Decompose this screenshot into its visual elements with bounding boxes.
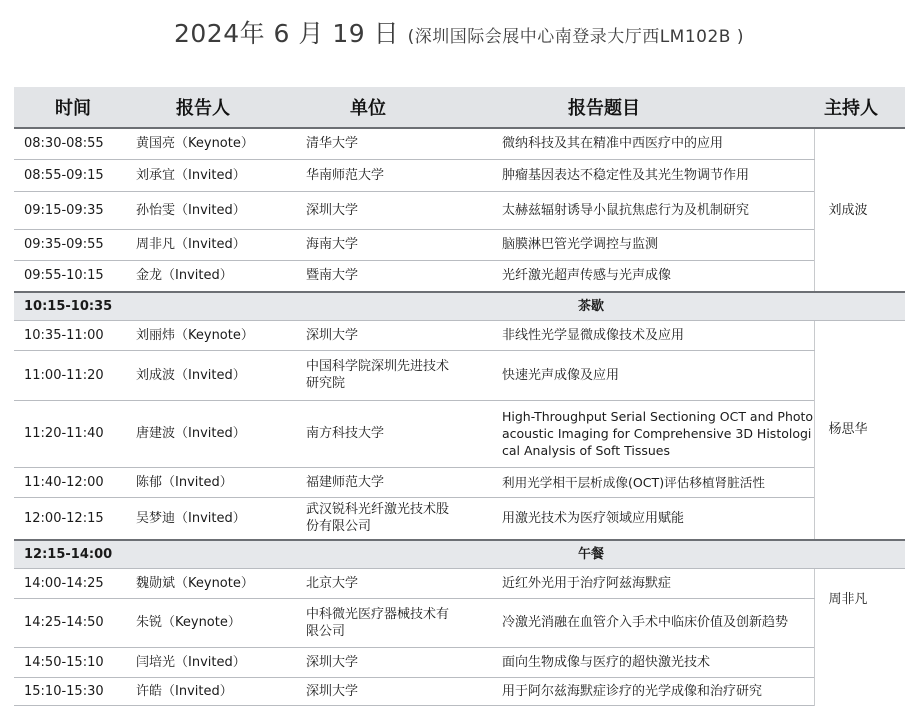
row-speaker: 黄国亮（Keynote）: [132, 128, 304, 159]
row-time: 09:35-09:55: [14, 229, 132, 260]
table-row: [14, 191, 905, 229]
event-date: 2024年 6 月 19 日: [173, 19, 400, 48]
column-header-time: 时间: [14, 87, 132, 128]
table-header-row: [14, 87, 905, 128]
row-topic: 脑膜淋巴管光学调控与监测: [500, 229, 814, 260]
table-row: [14, 497, 905, 540]
row-time: 09:15-09:35: [14, 191, 132, 229]
row-time: 11:40-12:00: [14, 467, 132, 497]
row-speaker: 刘承宜（Invited）: [132, 159, 304, 191]
row-topic: 用激光技术为医疗领域应用赋能: [500, 497, 814, 540]
row-topic: 微纳科技及其在精准中西医疗中的应用: [500, 128, 814, 159]
column-header-speaker: 报告人: [132, 87, 304, 128]
row-topic: 面向生物成像与医疗的超快激光技术: [500, 647, 814, 677]
row-unit: 武汉锐科光纤激光技术股份有限公司: [304, 497, 500, 540]
row-topic: 利用光学相干层析成像(OCT)评估移植肾脏活性: [500, 467, 814, 497]
row-topic: 光纤激光超声传感与光声成像: [500, 260, 814, 292]
row-speaker: 陈郁（Invited）: [132, 467, 304, 497]
break-label: 午餐: [132, 540, 905, 568]
table-row: [14, 320, 905, 350]
row-time: 14:00-14:25: [14, 568, 132, 598]
row-unit: 清华大学: [304, 128, 500, 159]
table-row: [14, 647, 905, 677]
row-unit: 福建师范大学: [304, 467, 500, 497]
table-row: [14, 568, 905, 598]
row-topic: 肿瘤基因表达不稳定性及其光生物调节作用: [500, 159, 814, 191]
row-unit: 暨南大学: [304, 260, 500, 292]
table-row: [14, 128, 905, 159]
row-time: 08:30-08:55: [14, 128, 132, 159]
break-row: [14, 292, 905, 320]
row-speaker: 刘成波（Invited）: [132, 350, 304, 400]
column-header-host: 主持人: [814, 87, 905, 128]
table-row: [14, 159, 905, 191]
row-speaker: 魏勋斌（Keynote）: [132, 568, 304, 598]
row-unit: 深圳大学: [304, 320, 500, 350]
row-unit: 华南师范大学: [304, 159, 500, 191]
session-host: 周非凡: [814, 568, 905, 705]
row-speaker: 唐建波（Invited）: [132, 400, 304, 467]
row-topic: 快速光声成像及应用: [500, 350, 814, 400]
row-time: 14:25-14:50: [14, 598, 132, 647]
table-row: [14, 400, 905, 467]
row-unit: 南方科技大学: [304, 400, 500, 467]
row-time: 09:55-10:15: [14, 260, 132, 292]
row-time: 10:35-11:00: [14, 320, 132, 350]
row-unit: 北京大学: [304, 568, 500, 598]
column-header-unit: 单位: [304, 87, 500, 128]
row-unit: 深圳大学: [304, 191, 500, 229]
row-unit: 海南大学: [304, 229, 500, 260]
row-unit: 深圳大学: [304, 647, 500, 677]
session-host: 杨思华: [814, 320, 905, 540]
row-speaker: 孙怡雯（Invited）: [132, 191, 304, 229]
row-speaker: 闫培光（Invited）: [132, 647, 304, 677]
row-time: 08:55-09:15: [14, 159, 132, 191]
row-speaker: 许皓（Invited）: [132, 677, 304, 705]
table-row: [14, 229, 905, 260]
row-speaker: 金龙（Invited）: [132, 260, 304, 292]
row-time: 14:50-15:10: [14, 647, 132, 677]
row-topic: High-Throughput Serial Sectioning OCT and Photoacoustic Imaging for Comprehensive 3D Histological Analysis of Soft Tissues: [500, 400, 814, 467]
break-label: 茶歇: [132, 292, 905, 320]
row-speaker: 刘丽炜（Keynote）: [132, 320, 304, 350]
break-time: 12:15-14:00: [14, 540, 132, 568]
row-topic: 太赫兹辐射诱导小鼠抗焦虑行为及机制研究: [500, 191, 814, 229]
row-time: 11:20-11:40: [14, 400, 132, 467]
break-time: 10:15-10:35: [14, 292, 132, 320]
row-unit: 深圳大学: [304, 677, 500, 705]
row-topic: 近红外光用于治疗阿兹海默症: [500, 568, 814, 598]
row-topic: 用于阿尔兹海默症诊疗的光学成像和治疗研究: [500, 677, 814, 705]
column-header-topic: 报告题目: [500, 87, 814, 128]
row-speaker: 朱锐（Keynote）: [132, 598, 304, 647]
table-row: [14, 467, 905, 497]
row-topic: 冷激光消融在血管介入手术中临床价值及创新趋势: [500, 598, 814, 647]
event-venue: (深圳国际会展中心南登录大厅西LM102B ): [407, 27, 744, 47]
row-time: 15:10-15:30: [14, 677, 132, 705]
row-unit: 中国科学院深圳先进技术研究院: [304, 350, 500, 400]
schedule-table: [14, 87, 905, 706]
table-row: [14, 260, 905, 292]
break-row: [14, 540, 905, 568]
row-speaker: 周非凡（Invited）: [132, 229, 304, 260]
table-row: [14, 598, 905, 647]
row-time: 12:00-12:15: [14, 497, 132, 540]
table-row: [14, 350, 905, 400]
row-topic: 非线性光学显微成像技术及应用: [500, 320, 814, 350]
row-speaker: 吴梦迪（Invited）: [132, 497, 304, 540]
row-time: 11:00-11:20: [14, 350, 132, 400]
session-host: 刘成波: [814, 128, 905, 292]
row-unit: 中科微光医疗器械技术有限公司: [304, 598, 500, 647]
page-title: [0, 14, 918, 50]
table-row: [14, 677, 905, 705]
